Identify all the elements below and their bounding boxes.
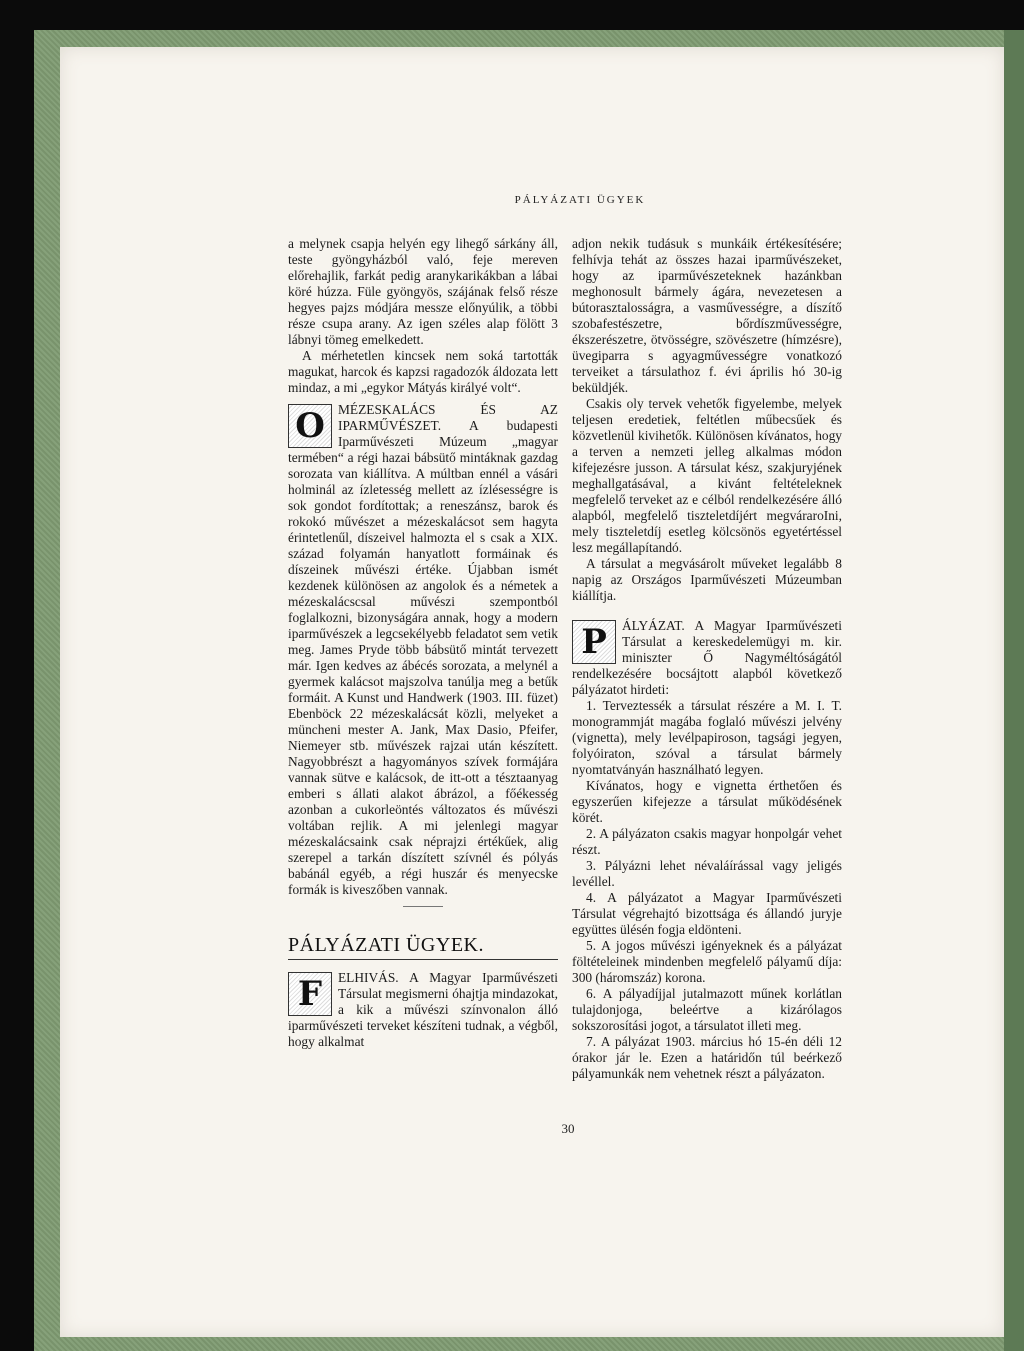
ornamental-initial: O [288,404,332,448]
paragraph: 6. A pályadíjjal jutalmazott műnek korlátlan tulajdonjoga, beleértve a kizárólagos sokszorosítási jogot, a társulatot illeti meg. [572,986,842,1033]
article-body: MÉZESKALÁCS ÉS AZ IPARMŰVÉSZET. A budapesti Iparművészeti Múzeum „magyar termében“ a régi hazai bábsütő mintáknak gazdag sorozata van kiállítva. A múltban ennél a vásári holminál az ízletesség mellett az ízlésességre is sok gondot fordítottak; a reneszánsz, barok és rokokó művészet a mézeskalácsot sem hagyta érintetlenűl, díszeivel halmozta el s csak a XIX. század folyamán hanyatlott formáinak és díszeinek művészi értéke. Újabban ismét kezdenek különösen az angolok és a németek a mézeskalácscsal művészi szempontból foglalkozni, bizonyságára annak, hogy a modern iparművészek a legcsekélyebb feladatot sem vetik meg. James Pryde több bábsütő mintát tervezett már. Igen kedves az ábécés sorozata, a melynél a gyermek kalácsot majszolva tanúlja meg a betűk formáit. A Kunst und Handwerk (1903. III. füzet) Ebenböck 22 mézeskalácsát közli, melyeket a müncheni mester A. Jank, Max Dasio, Pfeifer, Niemeyer stb. művészek rajzai után készített. Nagyobbrészt a hagyományos szívek formájára vannak sütve e kalácsok, de itt-ott a tésztaanyag emberi s állati alakot ábrázol, a főékesség azonban a cukorleöntés változatos és művészi voltában rejlik. A mi jelenlegi magyar mézeskalácsaink csak néprajzi értékűek, alig szerepel a tarkán díszített szívnél és pólyás babánál egyéb, a régi huszár és menyecske formák is kiveszőben vannak. [288,402,558,897]
book-edge [1004,30,1024,1351]
article-palyazat [572,618,842,698]
article-body: ÁLYÁZAT. A Magyar Iparművészeti Társulat a kereskedelemügyi m. kir. miniszter Ő Nagyméltóságától rendelkezésére bocsájtott alapból következő pályázatot hirdeti: [572,618,842,697]
paragraph: A társulat a megvásárolt műveket legalább 8 napig az Országos Iparművészeti Múzeumban kiállítja. [572,556,842,603]
paragraph: 4. A pályázatot a Magyar Iparművészeti Társulat végrehajtó bizottsága és állandó juryje együttes ülésén fogja eldönteni. [572,890,842,937]
section-title: PÁLYÁZATI ÜGYEK. [288,937,558,960]
ornamental-initial: P [572,620,616,664]
paragraph: 7. A pályázat 1903. március hó 15-én déli 12 órakor jár le. Ezen a határidőn túl beérkező pályamunkák nem vehetnek részt a pályázaton. [572,1034,842,1081]
page-number: 30 [561,1121,575,1136]
running-head: PÁLYÁZATI ÜGYEK [514,194,646,206]
article-felhivas [288,970,558,1050]
paragraph: 1. Terveztessék a társulat részére a M. I. T. monogrammját magába foglaló művészi jelvény (vignetta), mely levélpapiroson, tagsági jegyen, folyóiraton, szóval a társulat bármely nyomtatványán használható legyen. [572,698,842,777]
article-mezeskalacs [288,402,558,898]
ornamental-initial: F [288,972,332,1016]
paragraph: a melynek csapja helyén egy lihegő sárkány áll, teste gyöngyházból való, feje mereven előrehajlik, farkát pedig aranykarikákban a lábai köré húzza. Füle gyöngyös, szájának felső része hegyes pajzs módjára messze előnyúlik, a többi része csupa arany. Az igen széles alap fölött 3 lábnyi tömeg emelkedett. [288,236,558,347]
paragraph: Csakis oly tervek vehetők figyelembe, melyek teljesen eredetiek, feltétlen műbecsűek és közvetlenül kivihetők. Különösen kívánatos, hogy a terven a nemzeti jelleg alkalmas módon kifejezésre jusson. A társulat kész, szakjuryjének meghallgatásával, a kivánt feltételeknek megfelelő terveket az e célból rendelkezésére álló alapból, megfelelő tiszteletdíjért megváraroIni, mely tiszteletdíj esetleg kölcsönös egyetértéssel lesz megállapítandó. [572,396,842,555]
divider [403,906,443,907]
paragraph: adjon nekik tudásuk s munkáik értékesítésére; felhívja tehát az összes hazai iparművészeket, hogy az iparművészeteknek hazánkban meghonosult bármely ágára, nevezetesen a bútorasztalosságra, a vasművességre, a díszítő szobafestészetre, bőrdíszművességre, ékszerészetre, ötvösségre, szövészetre (hímzésre), üvegiparra s agyagművességre vonatkozó terveiket a társulathoz f. évi április hó 30-ig beküldjék. [572,236,842,395]
paragraph: A mérhetetlen kincsek nem soká tartották magukat, harcok és kapzsi ragadozók áldozata lett mindaz, a mi „egykor Mátyás királyé volt“. [288,348,558,395]
right-column [572,236,842,1082]
paragraph: Kívánatos, hogy e vignetta érthetően és egyszerűen kifejezze a társulat működésének körét. [572,778,842,825]
article-body: ELHIVÁS. A Magyar Iparművészeti Társulat megismerni óhajtja mindazokat, a kik a művészi színvonalon álló iparművészeti terveket készíteni tudnak, a végből, hogy alkalmat [288,970,558,1049]
paragraph: 5. A jogos művészi igényeknek és a pályázat föltételeinek mindenben megfelelő pályamű díja: 300 (háromszáz) korona. [572,938,842,985]
paragraph: 3. Pályázni lehet névaláírással vagy jeligés levéllel. [572,858,842,889]
left-column [288,236,558,1050]
paragraph: 2. A pályázaton csakis magyar honpolgár vehet részt. [572,826,842,857]
